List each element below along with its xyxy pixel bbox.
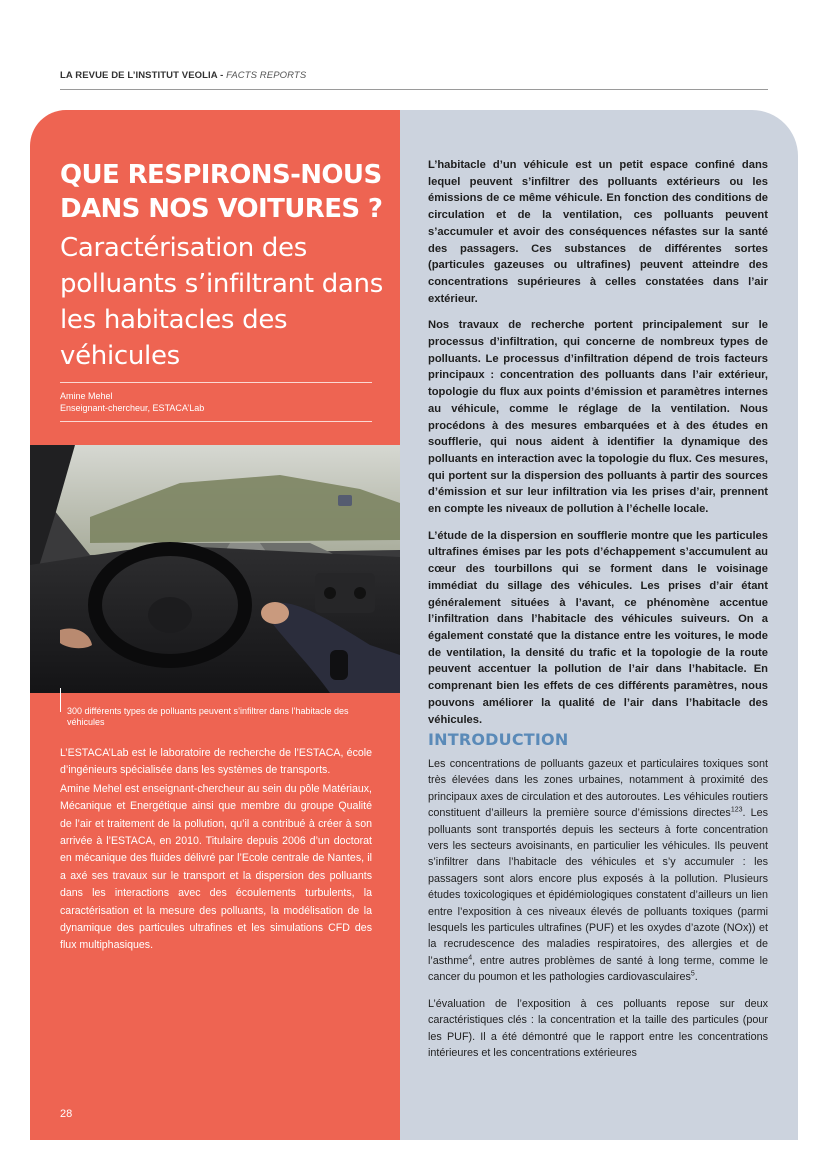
bio-paragraph: L’ESTACA’Lab est le laboratoire de recherche de l’ESTACA, école d’ingénieurs spécialisée dans les systèmes de transports. bbox=[60, 747, 372, 777]
car-interior-illustration bbox=[30, 445, 400, 693]
article-subtitle: Caractérisation des polluants s’infiltrant dans les habitacles des véhicules bbox=[60, 233, 383, 371]
author-bio bbox=[60, 745, 372, 956]
bio-paragraph: Amine Mehel est enseignant-chercheur au sein du pôle Matériaux, Mécanique et Energétique ainsi que membre du groupe Qualité de l’air et traitement de la pollution, qu’il a contribué à créer à son arrivée à l’ESTACA, en 2010. Titulaire depuis 2006 d’un doctorat en mécanique des fluides délivré par l’Ecole centrale de Nantes, il a axé ses travaux sur le transport et la dispersion des polluants dans les interactions avec des écoulements turbulents, la caractérisation et la mesure des polluants, la modélisation de la dynamique des particules ultrafines et les simulations CFD des flux multiphasiques. bbox=[60, 782, 372, 952]
introduction-text bbox=[428, 756, 768, 1071]
article-photo bbox=[30, 445, 400, 693]
photo-caption: 300 différents types de polluants peuvent s’infiltrer dans l’habitacle des véhicules bbox=[67, 706, 349, 727]
body-paragraph: L’évaluation de l’exposition à ces polluants repose sur deux caractéristiques clés : la concentration et la taille des particules (pour les PUF). Il a été démontré que le rapport entre les concentrations intérieures et les concentrations extérieures bbox=[428, 997, 768, 1059]
author-name: Amine Mehel bbox=[60, 391, 113, 401]
body-paragraph bbox=[428, 756, 768, 986]
text-run: Les concentrations de polluants gazeux et particulaires toxiques sont très élevées dans les zones urbaines, notamment à proximité des principaux axes de circulation et des autoroutes. Les véhicules routiers constituent d’ailleurs la première source d’émissions directes bbox=[428, 758, 768, 820]
section-heading-introduction: INTRODUCTION bbox=[428, 730, 569, 749]
intro-paragraph: Nos travaux de recherche portent principalement sur le processus d’infiltration, qui concerne de nombreux types de polluants. Le processus d’infiltration dépend de trois facteurs principaux : concentration des polluants dans l’air extérieur, topologie du flux aux points d’émission et paramètres internes au véhicule, comme le réglage de la ventilation. Nous procédons à des mesures embarquées et à des études en soufflerie, qui nous aident à identifier la dynamique des polluants en interaction avec la topologie du flux. Ces mesures, qui portent sur la dispersion des polluants à partir des sources d’émission et sur leur infiltration via les prises d’air, prennent en compte les niveaux de pollution à l’échelle locale. bbox=[428, 319, 768, 516]
intro-text bbox=[428, 157, 768, 738]
author-rule-top bbox=[60, 382, 372, 383]
footnote-ref: 5 bbox=[690, 970, 695, 978]
header-rule bbox=[60, 89, 768, 90]
author-role: Enseignant-chercheur, ESTACA’Lab bbox=[60, 403, 205, 413]
text-run: . Les polluants sont transportés depuis les secteurs à forte concentration vers les secteurs avoisinants, en particulier les véhicules. Ils peuvent s’infiltrer dans l’habitacle des véhicules et s’y accumuler : les passagers sont alors encore plus exposés à la pollution. Plusieurs études toxicologiques et épidémiologiques constatent d’ailleurs un lien entre l’exposition à ces niveaux élevés de polluants toxiques (parmi lesquels les particules ultrafines (PUF) et les oxydes d’azote (NOx)) et la recrudescence des maladies respiratoires, des allergies et de l’asthme bbox=[428, 807, 768, 967]
footnote-ref: 123 bbox=[730, 806, 743, 814]
text-run: . bbox=[694, 971, 698, 984]
author-rule-bottom bbox=[60, 421, 372, 422]
caption-marker bbox=[60, 688, 61, 712]
running-header bbox=[60, 70, 306, 81]
footnote-ref: 4 bbox=[468, 954, 473, 962]
intro-paragraph: L’étude de la dispersion en soufflerie montre que les particules ultrafines émises par les pots d’échappement s’accumulent au cœur des tourbillons qui se forment dans le voisinage immédiat du sillage des véhicules. Les prises d’air étant généralement situées à l’avant, ce phénomène accentue l’infiltration dans l’habitacle des véhicules suiveurs. On a également constaté que la distance entre les voitures, le mode de ventilation, la densité du trafic et la topologie de la route peuvent accentuer la pollution de l’air dans l’habitacle. En comprenant bien les effets de ces différents paramètres, nous pouvons améliorer la qualité de l’air dans l’habitacle des véhicules. bbox=[428, 529, 768, 726]
section-name: FACTS REPORTS bbox=[226, 70, 307, 81]
page-number: 28 bbox=[60, 1108, 73, 1120]
text-run: , entre autres problèmes de santé à long terme, comme le cancer du poumon et les pathologies cardiovasculaires bbox=[428, 954, 768, 984]
distant-car bbox=[338, 495, 352, 506]
article-title: QUE RESPIRONS-NOUS DANS NOS VOITURES ? bbox=[60, 160, 383, 224]
intro-paragraph: L’habitacle d’un véhicule est un petit espace confiné dans lequel peuvent s’infiltrer des polluants extérieurs ou les émissions de ce même véhicule. En fonction des conditions de circulation et de la ventilation, ces polluants peuvent s’accumuler et avoir des conséquences néfastes sur la santé des passagers. Ces substances de différentes sortes (particules gazeuses ou ultrafines) peuvent atteindre des concentrations supérieures à celles constatées dans l’air extérieur. bbox=[428, 159, 768, 305]
publication-name: LA REVUE DE L’INSTITUT VEOLIA - bbox=[60, 70, 227, 81]
